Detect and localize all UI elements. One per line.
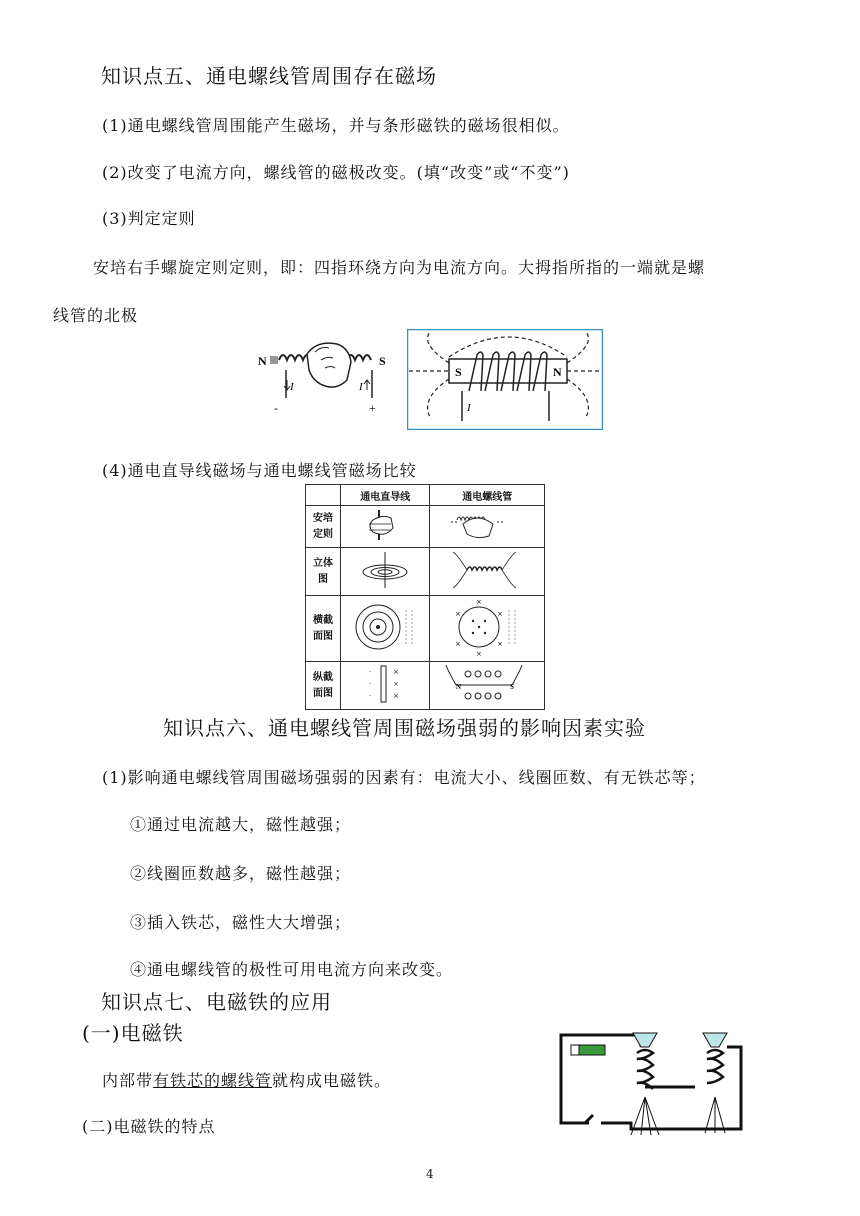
row-label-3d-view: 立体 图 [306, 548, 341, 596]
svg-text:×: × [476, 598, 483, 606]
comparison-table [305, 484, 545, 710]
wire-cross-section-figure [341, 596, 430, 662]
section7-sub2: (二)电磁铁的特点 [82, 1117, 216, 1136]
solenoid-s-label: S [455, 365, 462, 379]
table-header-solenoid: 通电螺线管 [430, 485, 545, 506]
svg-text:·: · [369, 668, 372, 676]
svg-text:×: × [393, 668, 400, 676]
solenoid-3d-figure [430, 548, 545, 596]
table-row [306, 662, 545, 710]
section5-para5: (4)通电直导线磁场与通电螺线管磁场比较 [102, 461, 417, 480]
solenoid-current-label: I [467, 402, 471, 414]
svg-text:×: × [455, 610, 462, 618]
svg-text:×: × [455, 640, 462, 648]
row-label-ampere-rule: 安培 定则 [306, 506, 341, 548]
svg-text:·: · [369, 692, 372, 700]
current-label-left: I [290, 381, 294, 393]
wire-ampere-rule-figure [341, 506, 430, 548]
section6-title: 知识点六、通电螺线管周围磁场强弱的影响因素实验 [163, 716, 646, 740]
current-label-right: I [359, 381, 363, 393]
svg-text:N: N [456, 683, 462, 691]
table-corner-cell [306, 485, 341, 506]
section5-para1: (1)通电螺线管周围能产生磁场，并与条形磁铁的磁场很相似。 [102, 116, 570, 135]
section5-para3: (3)判定定则 [102, 209, 196, 228]
svg-text:×: × [476, 650, 483, 658]
s-pole-label: S [379, 354, 386, 368]
svg-text:S: S [510, 683, 515, 691]
solenoid-longitudinal-figure [430, 662, 545, 710]
section5-para2: (2)改变了电流方向，螺线管的磁极改变。(填“改变”或“不变”) [102, 163, 570, 182]
section5-para4-line2: 线管的北极 [53, 306, 139, 325]
svg-text:×: × [393, 680, 400, 688]
plus-label: + [369, 401, 376, 415]
section5-title: 知识点五、通电螺线管周围存在磁场 [101, 64, 437, 88]
row-label-longitudinal-section: 纵截 面图 [306, 662, 341, 710]
section6-item2: ②线圈匝数越多，磁性越强； [130, 864, 352, 883]
svg-text:·: · [369, 680, 372, 688]
underlined-term: 有铁芯的螺线管 [153, 1071, 273, 1090]
solenoid-ampere-rule-figure [430, 506, 545, 548]
table-row [306, 548, 545, 596]
section7-title: 知识点七、电磁铁的应用 [101, 990, 332, 1014]
row-label-cross-section: 横截 面图 [306, 596, 341, 662]
page-number: 4 [426, 1167, 434, 1181]
solenoid-cross-section-figure [430, 596, 545, 662]
section6-item4: ④通电螺线管的极性可用电流方向来改变。 [130, 960, 454, 979]
wire-longitudinal-figure [341, 662, 430, 710]
n-pole-label: N [258, 354, 267, 368]
svg-text:×: × [393, 692, 400, 700]
section5-para4-line1: 安培右手螺旋定则定则，即：四指环绕方向为电流方向。大拇指所指的一端就是螺 [93, 258, 706, 277]
electromagnet-circuit-figure [553, 1027, 753, 1142]
section6-item1: ①通过电流越大，磁性越强； [130, 815, 352, 834]
solenoid-field-figure [407, 329, 603, 430]
svg-text:×: × [497, 640, 504, 648]
solenoid-n-label: N [553, 365, 562, 379]
table-header-row [306, 485, 545, 506]
table-row [306, 596, 545, 662]
section6-item3: ③插入铁芯，磁性大大增强； [130, 913, 352, 932]
wire-3d-figure [341, 548, 430, 596]
section6-para1: (1)影响通电螺线管周围磁场强弱的因素有：电流大小、线圈匝数、有无铁芯等； [102, 768, 706, 787]
table-header-straight-wire: 通电直导线 [341, 485, 430, 506]
section7-sub1: (一)电磁铁 [82, 1021, 184, 1045]
section7-para1: 内部带有铁芯的螺线管就构成电磁铁。 [102, 1071, 392, 1090]
table-row [306, 506, 545, 548]
minus-label: - [274, 401, 278, 415]
svg-text:×: × [497, 610, 504, 618]
right-hand-rule-figure [255, 340, 395, 420]
